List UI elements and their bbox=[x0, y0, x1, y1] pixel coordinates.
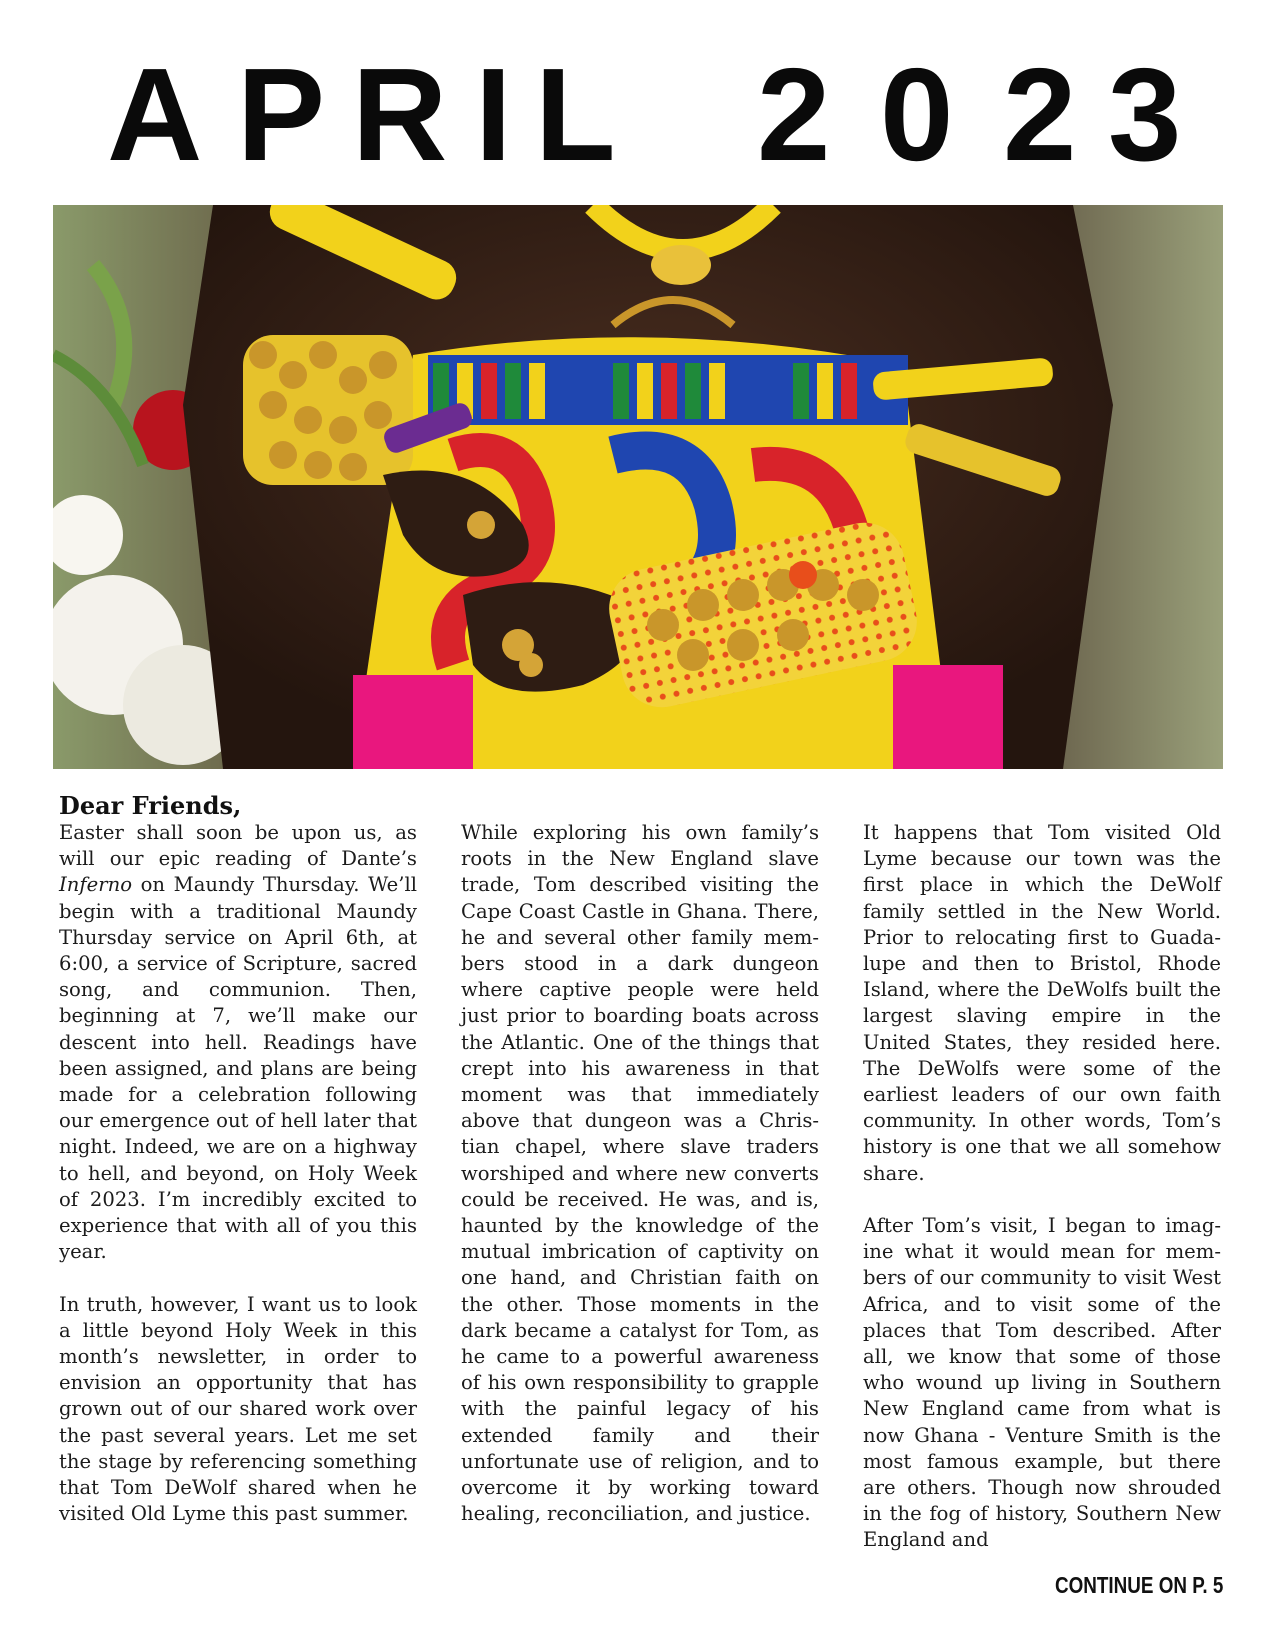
masthead-letter: 2 bbox=[757, 41, 831, 188]
paragraph: In truth, however, I want us to look a little beyond Holy Week in this month’s newsletter, in order to envision an opportunity that has grown out of our shared work over the past several years. Let me set the stage by referencing something that Tom DeWolf shared when he visited Old Lyme this past summer. bbox=[59, 1292, 417, 1526]
paragraph-text: Easter shall soon be upon us, as will our epic reading of Dante’s bbox=[59, 821, 417, 871]
letter-body bbox=[0, 792, 1275, 1572]
masthead-title bbox=[0, 40, 1275, 190]
salutation: Dear Friends, bbox=[59, 791, 242, 820]
paragraph: It happens that Tom visited Old Lyme because our town was the first place in which the DeWolf family settled in the New World. Prior to relocating first to Guadalupe and then to Bristol, Rhode Island, where the DeWolfs built the largest slaving empire in the United States, they resided here. The DeWolfs were some of the earliest leaders of our own faith community. In other words, Tom’s history is one that we all somehow share. bbox=[863, 821, 1221, 1185]
masthead-letter: R bbox=[352, 41, 448, 188]
column-2 bbox=[461, 820, 819, 1527]
masthead-letter: 3 bbox=[1108, 41, 1182, 188]
column-3 bbox=[863, 820, 1221, 1554]
masthead-letter: L bbox=[535, 41, 616, 188]
masthead-letter: A bbox=[107, 41, 203, 188]
masthead-letter: 0 bbox=[880, 41, 954, 188]
paragraph: While exploring his own family’s roots in the New England slave trade, Tom described visiting the Cape Coast Castle in Ghana. There, he and several other family members stood in a dark dungeon where captive people were held just prior to boarding boats across the Atlantic. One of the things that crept into his awareness in that moment was that immediately above that dungeon was a Christian chapel, where slave traders worshiped and where new converts could be received. He was, and is, haunted by the knowledge of the mutual imbrication of captivity on one hand, and Christian faith on the other. Those moments in the dark became a catalyst for Tom, as he came to a powerful awareness of his own responsibility to grapple with the painful legacy of his extended family and their unfortunate use of religion, and to overcome it by working toward healing, reconciliation, and justice. bbox=[461, 821, 819, 1526]
masthead-letter: 2 bbox=[1003, 41, 1077, 188]
book-title: Inferno bbox=[59, 873, 132, 897]
paragraph-text: on Maundy Thursday. We’ll begin with a traditional Maundy Thursday service on April 6th, at 6:00, a service of Scripture, sacred song, and communion. Then, beginning at 7, we’ll make our descent into hell. Readings have been assigned, and plans are being made for a celebration following our emergence out of hell later that night. Indeed, we are on a highway to hell, and beyond, on Holy Week of 2023. I’m incredibly excited to experience that with all of you this year. bbox=[59, 873, 417, 1264]
column-1 bbox=[59, 792, 417, 1527]
paragraph: After Tom’s visit, I began to imagine what it would mean for members of our community to visit West Africa, and to visit some of the places that Tom described. After all, we know that some of those who wound up living in Southern New England came from what is now Ghana - Venture Smith is the most famous example, but there are others. Though now shrouded in the fog of history, Southern New England and bbox=[863, 1214, 1221, 1552]
masthead-letter: I bbox=[475, 41, 512, 188]
paragraph bbox=[59, 820, 417, 1265]
continue-link[interactable]: CONTINUE ON P. 5 bbox=[1054, 1572, 1223, 1598]
cover-photo bbox=[53, 205, 1223, 769]
masthead-letter: P bbox=[237, 41, 326, 188]
